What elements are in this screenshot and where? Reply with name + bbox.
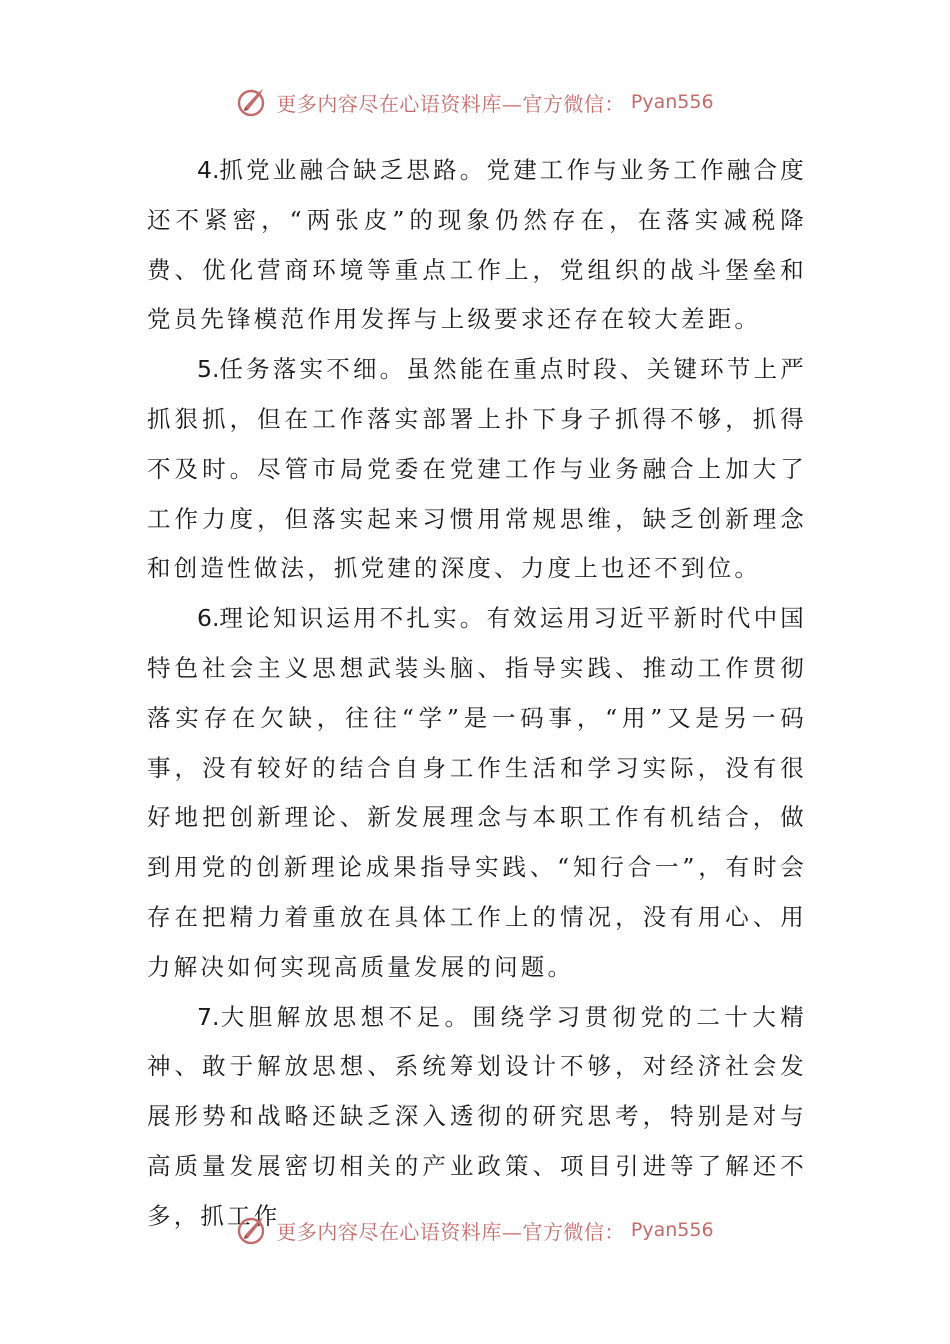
paragraph-number: 5. — [197, 355, 220, 384]
banner-text: 更多内容尽在心语资料库—官方微信： — [276, 1219, 625, 1244]
paragraph-number: 4. — [197, 156, 220, 184]
paragraph-5 — [147, 345, 807, 594]
paragraph-number: 7. — [197, 1002, 220, 1031]
paragraph-7 — [147, 993, 807, 1242]
paragraph-4 — [147, 146, 807, 345]
pen-logo-icon — [236, 1213, 270, 1247]
paragraph-text: 抓党业融合缺乏思路。党建工作与业务工作融合度还不紧密，“两张皮”的现象仍然存在，在落实减税降费、优化营商环境等重点工作上，党组织的战斗堡垒和党员先锋模范作用发挥与上级要求还存在较大差距。 — [147, 156, 807, 334]
paragraph-number: 6. — [197, 604, 220, 633]
banner-contact: Pyan556 — [630, 91, 714, 113]
banner-contact: Pyan556 — [630, 1219, 714, 1241]
header-watermark-banner — [0, 82, 950, 122]
paragraph-text: 任务落实不细。虽然能在重点时段、关键环节上严抓狠抓，但在工作落实部署上扑下身子抓得不够，抓得不及时。尽管市局党委在党建工作与业务融合上加大了工作力度，但落实起来习惯用常规思维，缺乏创新理念和创造性做法，抓党建的深度、力度上也还不到位。 — [147, 355, 807, 583]
paragraph-6 — [147, 594, 807, 992]
banner-text: 更多内容尽在心语资料库—官方微信： — [276, 91, 625, 116]
paragraph-text: 理论知识运用不扎实。有效运用习近平新时代中国特色社会主义思想武装头脑、指导实践、推动工作贯彻落实存在欠缺，往往“学”是一码事，“用”又是另一码事，没有较好的结合自身工作生活和学习实际，没有很好地把创新理论、新发展理念与本职工作有机结合，做到用党的创新理论成果指导实践、“知行合一”，有时会存在把精力着重放在具体工作上的情况，没有用心、用力解决如何实现高质量发展的问题。 — [147, 604, 807, 981]
pen-logo-icon — [236, 85, 270, 119]
body-text — [147, 146, 807, 1242]
footer-watermark-banner — [0, 1210, 950, 1250]
paragraph-text: 大胆解放思想不足。围绕学习贯彻党的二十大精神、敢于解放思想、系统筹划设计不够，对经济社会发展形势和战略还缺乏深入透彻的研究思考，特别是对与高质量发展密切相关的产业政策、项目引进等了解还不多，抓工作 — [147, 1002, 807, 1230]
